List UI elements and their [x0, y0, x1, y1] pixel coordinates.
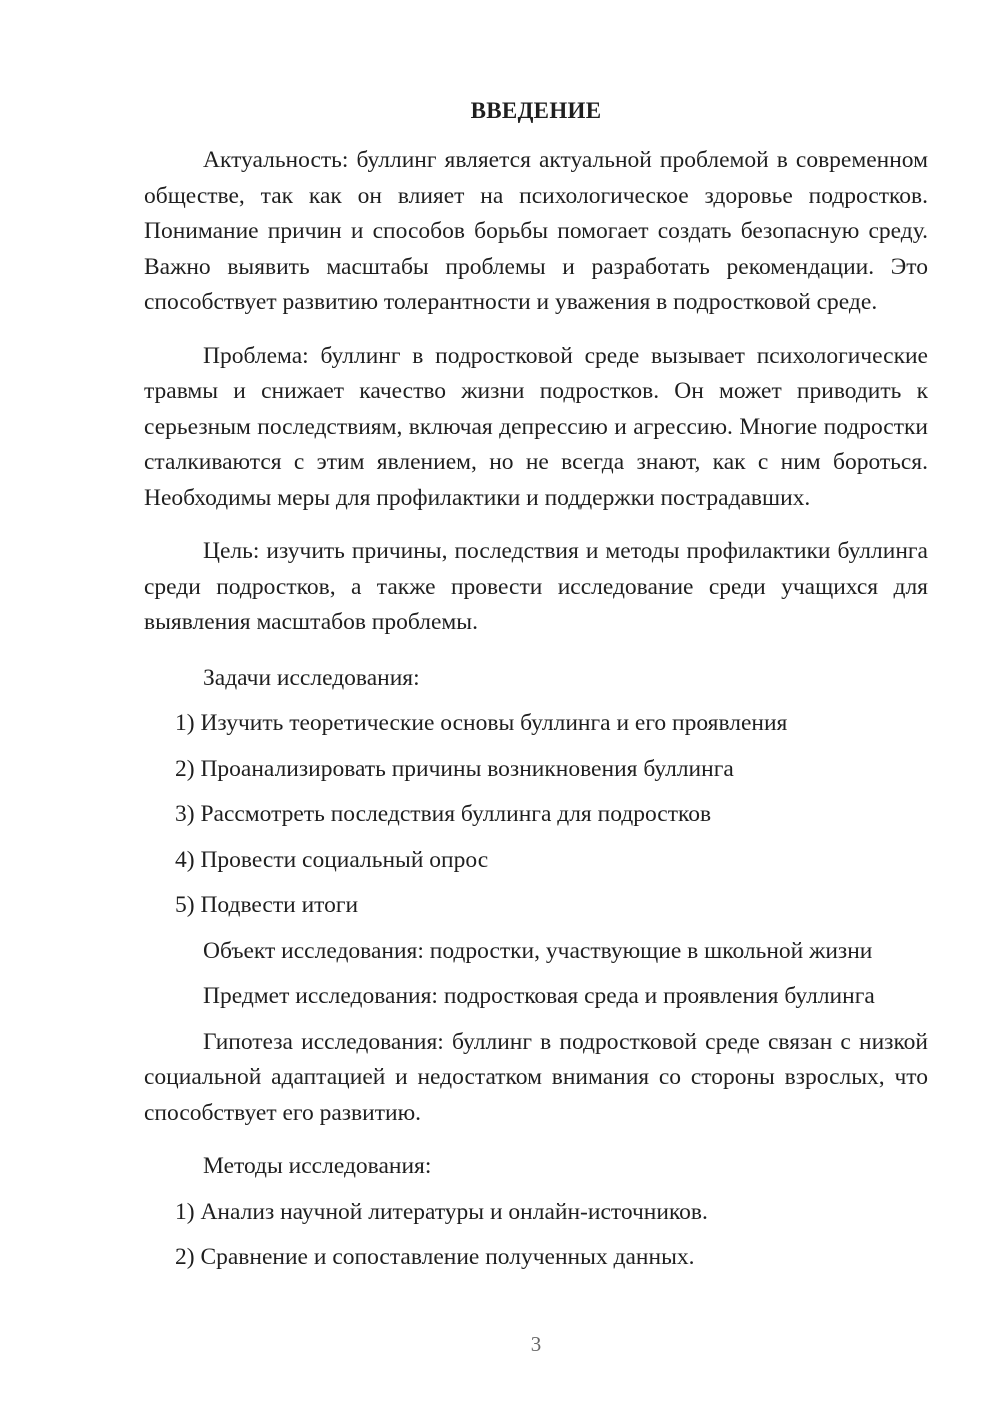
list-item: 1) Анализ научной литературы и онлайн-источников.: [175, 1198, 708, 1225]
hypothesis-paragraph: Гипотеза исследования: буллинг в подростковой среде связан с низкой социальной адаптацией и недостатком внимания со стороны взрослых, что способствует его развитию.: [144, 1028, 928, 1126]
goal-paragraph: Цель: изучить причины, последствия и методы профилактики буллинга среди подростков, а также провести исследование среди учащихся для выявления масштабов проблемы.: [144, 538, 928, 635]
page-title: ВВЕДЕНИЕ: [470, 98, 602, 123]
research-object: Объект исследования: подростки, участвующие в школьной жизни: [203, 937, 873, 964]
methods-list: [144, 1195, 928, 1276]
tasks-list: [144, 706, 928, 924]
research-subject: Предмет исследования: подростковая среда и проявления буллинга: [203, 983, 875, 1009]
list-item: 2) Проанализировать причины возникновения буллинга: [175, 755, 734, 782]
list-item: 4) Провести социальный опрос: [175, 846, 489, 873]
relevance-paragraph: Актуальность: буллинг является актуальной проблемой в современном обществе, так как он влияет на психологическое здоровье подростков. Понимание причин и способов борьбы помогает создать безопасную среду. Важно выявить масштабы проблемы и разработать рекомендации. Это способствует развитию толерантности и уважения в подростковой среде.: [144, 147, 928, 315]
list-item: 1) Изучить теоретические основы буллинга и его проявления: [175, 710, 788, 736]
list-item: 2) Сравнение и сопоставление полученных данных.: [175, 1244, 695, 1270]
page-number: 3: [530, 1332, 542, 1356]
tasks-title: Задачи исследования:: [203, 664, 420, 691]
list-item: 5) Подвести итоги: [175, 892, 359, 918]
problem-paragraph: Проблема: буллинг в подростковой среде вызывает психологические травмы и снижает качество жизни подростков. Он может приводить к серьезным последствиям, включая депрессию и агрессию. Многие подростки сталкиваются с этим явлением, но не всегда знают, как с ним бороться. Необходимы меры для профилактики и поддержки пострадавших.: [144, 342, 928, 511]
list-item: 3) Рассмотреть последствия буллинга для подростков: [175, 801, 712, 827]
document-body: [144, 143, 928, 1286]
methods-title: Методы исследования:: [203, 1153, 432, 1179]
